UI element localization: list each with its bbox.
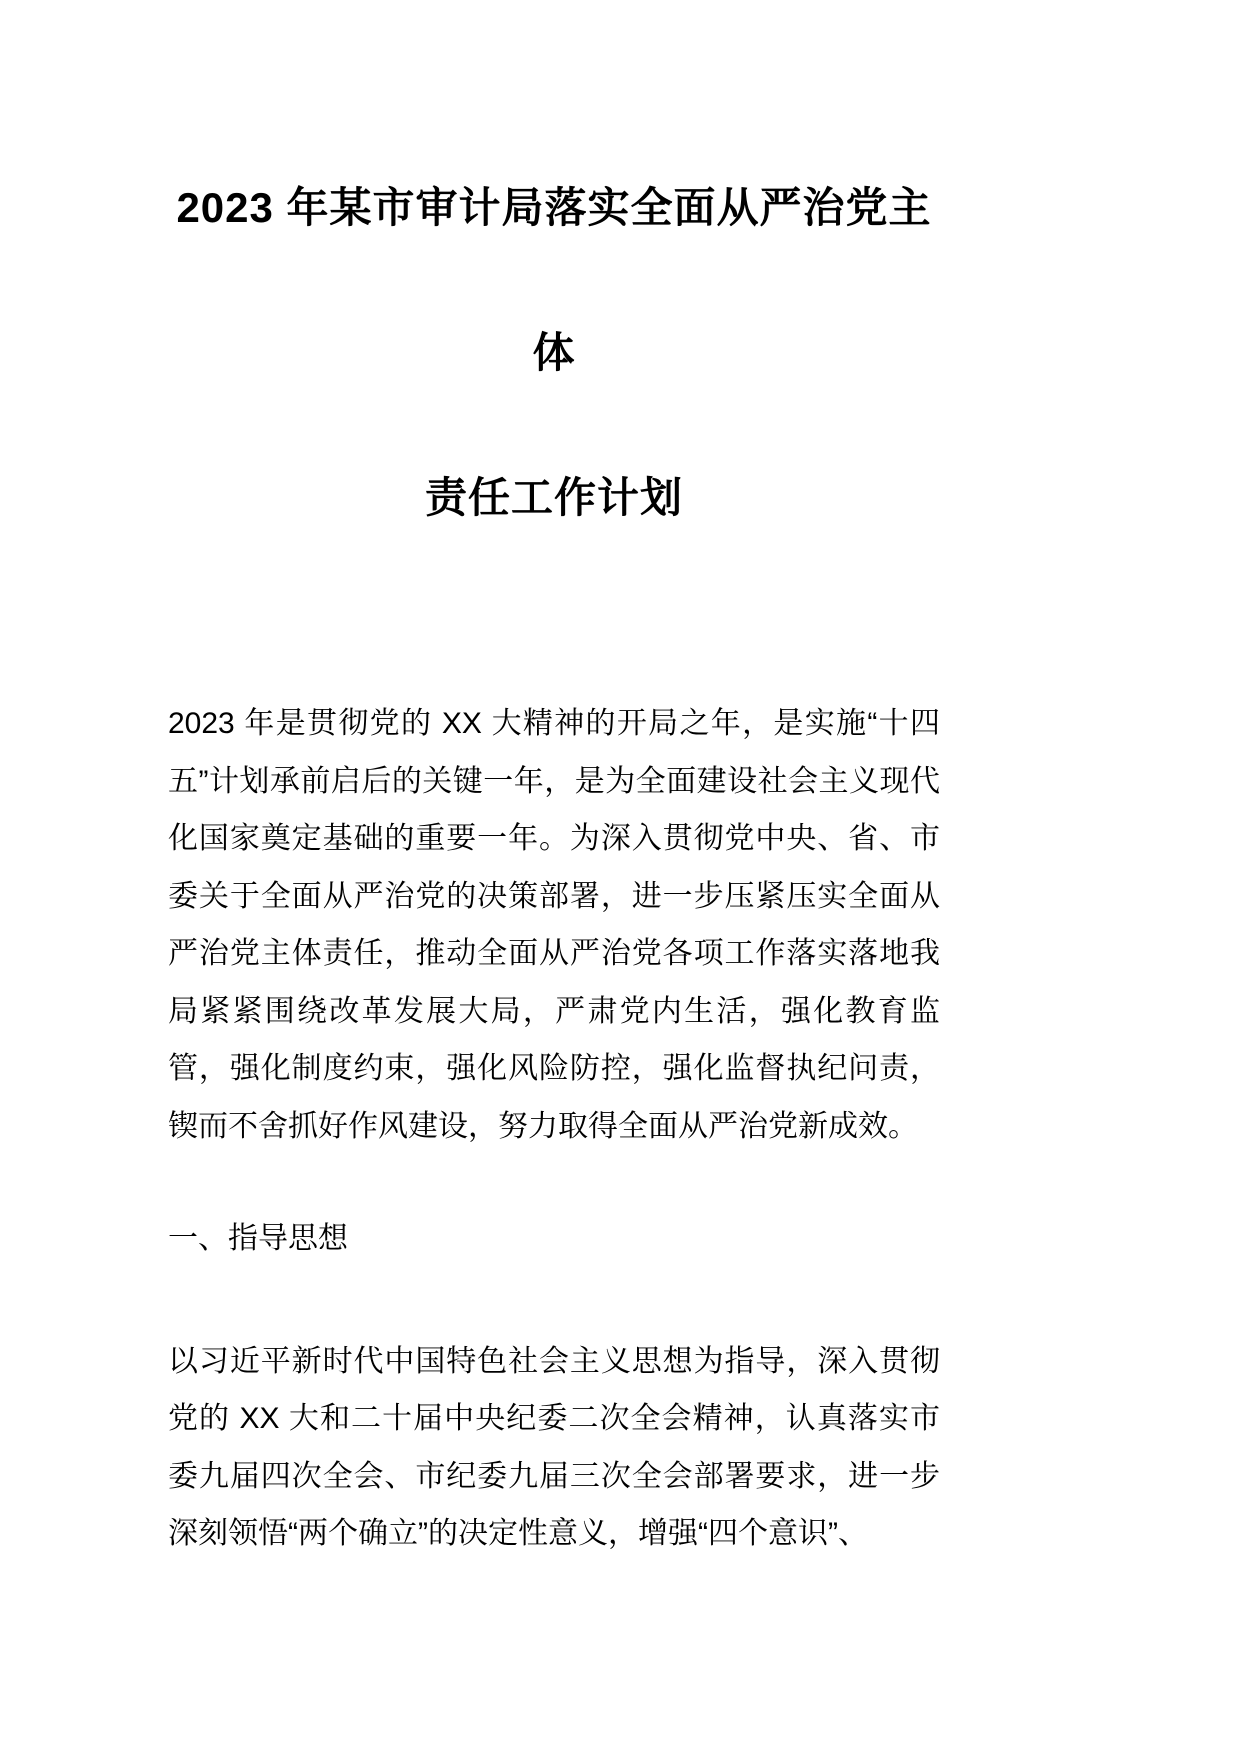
- intro-paragraph: 2023 年是贯彻党的 XX 大精神的开局之年，是实施“十四五”计划承前启后的关键一年，是为全面建设社会主义现代化国家奠定基础的重要一年。为深入贯彻党中央、省、市委关于全面从严治党的决策部署，进一步压紧压实全面从严治党主体责任，推动全面从严治党各项工作落实落地我局紧紧围绕改革发展大局，严肃党内生活，强化教育监管，强化制度约束，强化风险防控，强化监督执纪问责，锲而不舍抓好作风建设，努力取得全面从严治党新成效。: [168, 707, 940, 1143]
- document-title-line-1: 2023 年某市审计局落实全面从严治党主体: [176, 184, 932, 376]
- document-content: [168, 0, 940, 1563]
- document-title: [168, 135, 940, 570]
- document-title-line-2: 责任工作计划: [424, 474, 683, 521]
- section-heading-guiding-ideology: 一、指导思想: [168, 1222, 348, 1255]
- guiding-ideology-paragraph: 以习近平新时代中国特色社会主义思想为指导，深入贯彻党的 XX 大和二十届中央纪委二次全会精神，认真落实市委九届四次全会、市纪委九届三次全会部署要求，进一步深刻领悟“两个确立”的决定性意义，增强“四个意识”、: [168, 1344, 940, 1550]
